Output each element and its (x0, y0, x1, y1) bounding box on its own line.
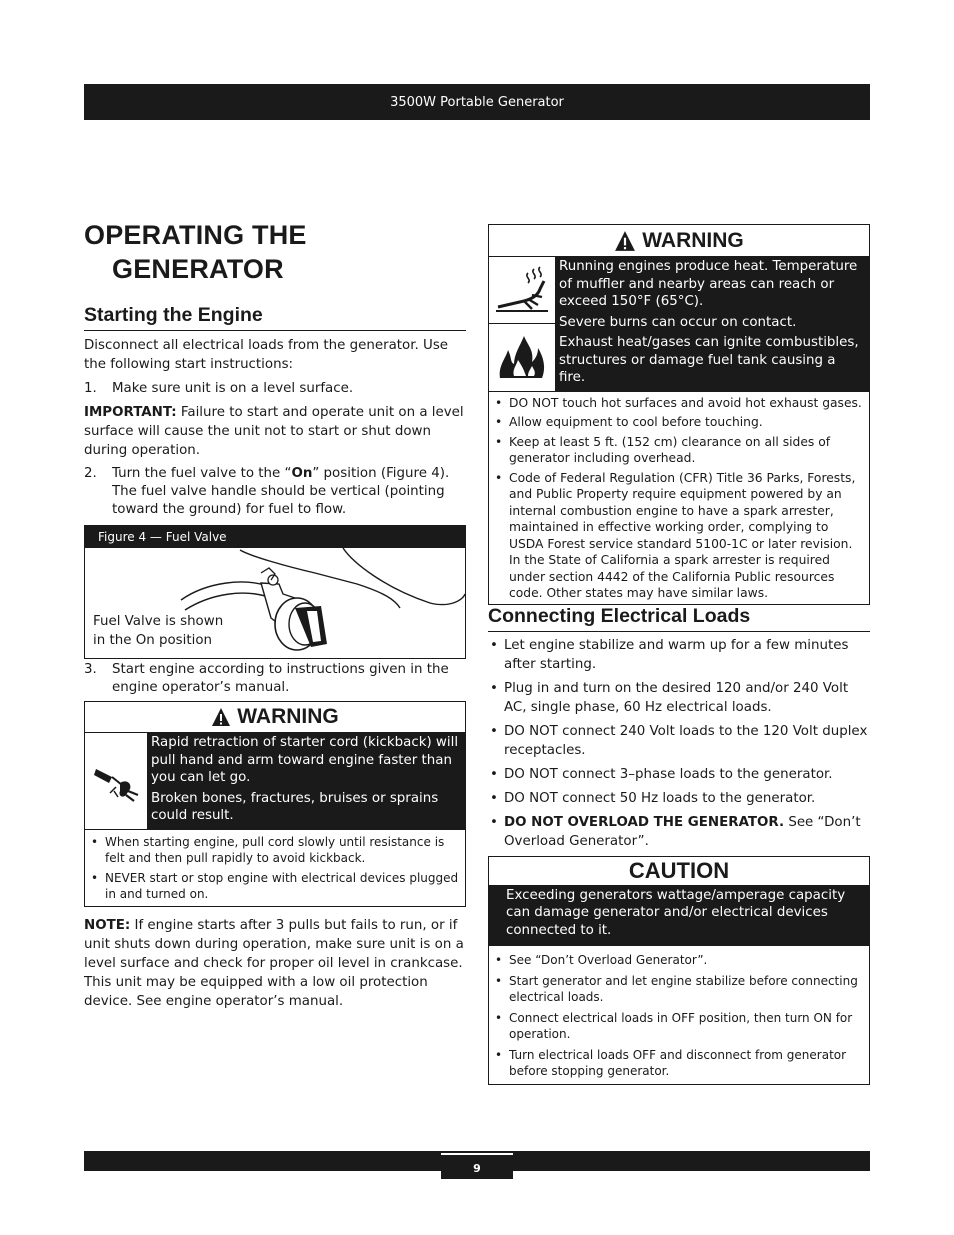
warning-heat-bullets (489, 391, 869, 604)
warning-kickback-p1: Rapid retraction of starter cord (kickback) will pull hand and arm toward engine faster than you can let go. (151, 735, 459, 785)
warning-icons (85, 733, 147, 829)
left-column (84, 218, 466, 1011)
step-1 (84, 380, 466, 398)
list-item: • Allow equipment to cool before touching. (495, 415, 763, 429)
list-item: • Start generator and let engine stabilize before connecting electrical loads. (495, 973, 858, 1004)
warning-row-kickback (85, 732, 465, 829)
step-2-number: 2. (84, 466, 97, 481)
kickback-icon-cell (85, 733, 147, 829)
page-title-line2: GENERATOR (112, 254, 284, 284)
list-item: • DO NOT connect 3–phase loads to the generator. (490, 766, 833, 782)
warning-icons (489, 257, 555, 391)
list-item: • Turn electrical loads OFF and disconnect from generator before stopping generator. (495, 1047, 847, 1078)
important-label: IMPORTANT: (84, 405, 177, 420)
page-title-line1: OPERATING THE (84, 220, 307, 250)
step-2-post: ” position (Figure 4). The fuel valve handle should be vertical (pointing toward the ground) for fuel to flow. (112, 466, 450, 517)
list-item: • Keep at least 5 ft. (152 cm) clearance on all sides of generator including overhead. (495, 434, 831, 465)
figure-label-line1: Fuel Valve is shown (93, 614, 224, 629)
warning-triangle-icon (211, 707, 231, 727)
list-item: • See “Don’t Overload Generator”. (495, 953, 708, 967)
warning-title-text: WARNING (237, 705, 339, 728)
step-3-text: Start engine according to instructions given in the engine operator’s manual. (112, 662, 449, 695)
step-2-pre: Turn the fuel valve to the “ (112, 466, 292, 481)
caution-dark-text: Exceeding generators wattage/amperage capacity can damage generator and/or electrical devices connected to it. (489, 885, 869, 946)
hot-surface-icon (494, 265, 550, 315)
warning-heat-p3: Exhaust heat/gases can ignite combustibles, structures or damage fuel tank causing a fire. (559, 335, 859, 385)
caution-box (488, 856, 870, 1085)
fire-icon-cell (489, 324, 555, 390)
list-item: • Code of Federal Regulation (CFR) Title 36 Parks, Forests, and Public Property require equipment powered by an internal combustion engine to have a spark arrester, maintained in effective working order, complying to USDA Forest service standard 5100-1C or later revision. In the State of California a spark arrester is required under section 4442 of the California Public resources code. Other states may have similar laws. (495, 470, 856, 600)
starter-cord-kickback-icon (90, 755, 142, 807)
step-2-bold: On (291, 466, 313, 481)
note-label: NOTE: (84, 917, 131, 933)
figure-body (85, 548, 465, 658)
right-column (488, 224, 870, 1085)
warning-row-heat (489, 256, 869, 391)
figure-label-line2: in the On position (93, 633, 213, 648)
warning-box-heat (488, 224, 870, 605)
figure-fuel-valve (84, 525, 466, 659)
figure-label (93, 612, 223, 650)
caution-title: CAUTION (628, 857, 730, 883)
list-item: • NEVER start or stop engine with electrical devices plugged in and turned on. (91, 870, 459, 901)
step-2-text (112, 465, 466, 519)
list-item: • DO NOT OVERLOAD THE GENERATOR. See “Don’t Overload Generator”. (490, 814, 861, 849)
page-title (84, 218, 466, 286)
hot-icon-cell (489, 257, 555, 324)
warning-dark-heat (555, 257, 869, 391)
connecting-bullets (488, 636, 870, 851)
list-item: • Let engine stabilize and warm up for a few minutes after starting. (490, 637, 849, 672)
header-bar (84, 84, 870, 120)
note-text: If engine starts after 3 pulls but fails to run, or if unit shuts down during operation, make sure unit is on a level surface and check for proper oil level in crankcase. This unit may be equipped with a low oil protection device. See engine operator’s manual. (84, 917, 464, 1009)
page-number: 9 (441, 1153, 513, 1179)
important-note (84, 403, 466, 460)
warning-kickback-p2: Broken bones, fractures, bruises or sprains could result. (151, 790, 439, 823)
starting-intro: Disconnect all electrical loads from the generator. Use the following start instructions: (84, 338, 449, 372)
warning-title-heat (489, 225, 869, 256)
section-heading-connecting: Connecting Electrical Loads (488, 605, 870, 632)
step-2 (84, 465, 466, 519)
caution-bullets (489, 945, 869, 1084)
section-heading-starting: Starting the Engine (84, 304, 466, 331)
warning-dark-kickback (147, 733, 465, 829)
warning-box-kickback (84, 701, 466, 907)
warning-triangle-icon (614, 230, 636, 252)
list-item: • When starting engine, pull cord slowly until resistance is felt and then pull rapidly to avoid kickback. (91, 834, 445, 865)
overload-rest: See “Don’t Overload Generator”. (504, 814, 861, 849)
warning-title-kickback (85, 702, 465, 732)
step-1-text: Make sure unit is on a level surface. (112, 381, 354, 396)
warning-title-text: WARNING (642, 228, 744, 252)
list-item: • DO NOT connect 240 Volt loads to the 120 Volt duplex receptacles. (490, 723, 868, 758)
important-text: Failure to start and operate unit on a level surface will cause the unit not to start or shut down during operation. (84, 405, 464, 458)
header-title: 3500W Portable Generator (390, 94, 564, 110)
note-paragraph (84, 916, 466, 1011)
overload-bold: DO NOT OVERLOAD THE GENERATOR. (504, 814, 785, 830)
step-3 (84, 661, 466, 697)
list-item: • DO NOT touch hot surfaces and avoid hot exhaust gases. (495, 395, 862, 410)
list-item: • Connect electrical loads in OFF position, then turn ON for operation. (495, 1010, 853, 1041)
list-item: • Plug in and turn on the desired 120 and/or 240 Volt AC, single phase, 60 Hz electrical loads. (490, 680, 849, 715)
warning-heat-p2: Severe burns can occur on contact. (559, 314, 797, 330)
warning-kickback-bullets (85, 829, 465, 906)
fire-icon (494, 332, 550, 382)
figure-caption: Figure 4 — Fuel Valve (85, 526, 465, 548)
warning-heat-p1: Running engines produce heat. Temperature of muffler and nearby areas can reach or exceed 150°F (65°C). (559, 259, 858, 309)
step-1-number: 1. (84, 381, 97, 396)
step-3-number: 3. (84, 662, 97, 677)
list-item: • DO NOT connect 50 Hz loads to the generator. (490, 790, 816, 806)
